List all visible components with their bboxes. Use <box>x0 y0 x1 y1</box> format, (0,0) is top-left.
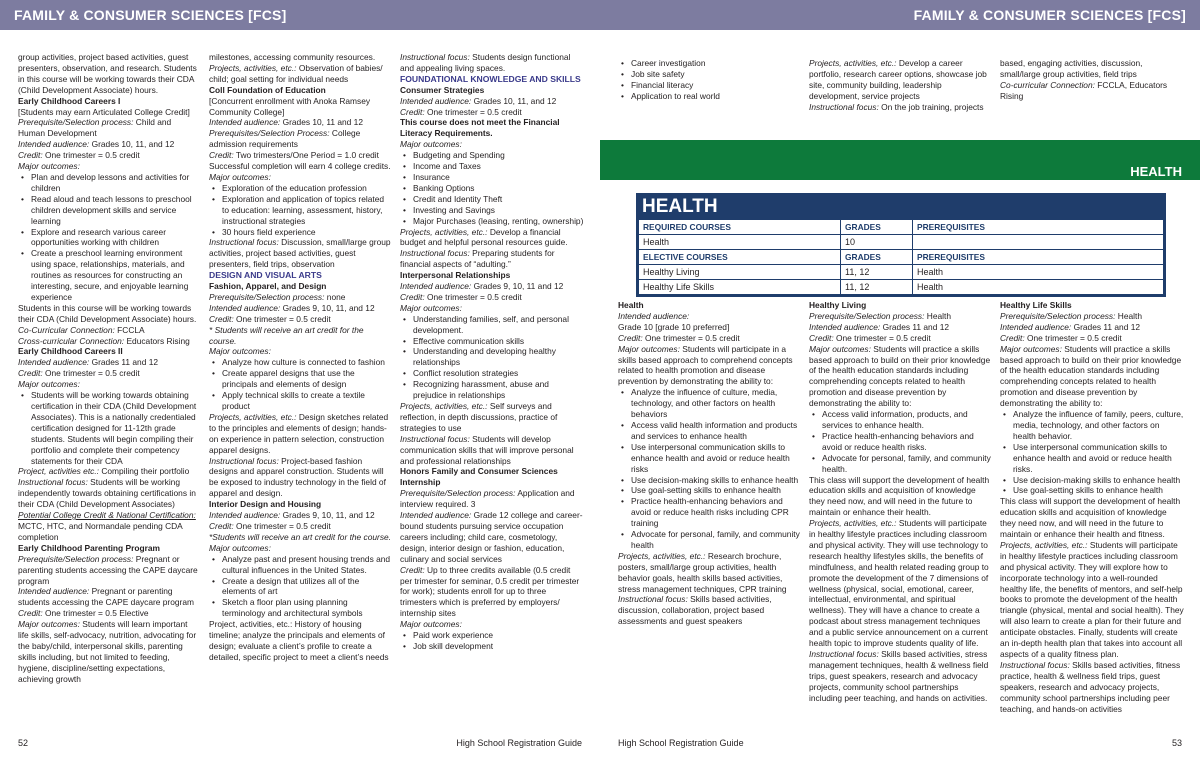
column-health <box>618 300 802 700</box>
list-item: • Use goal-setting skills to enhance health <box>618 485 802 496</box>
section-heading-foundational: FOUNDATIONAL KNOWLEDGE AND SKILLS <box>400 73 581 84</box>
idh-audience: Intended audience: Grades 9, 10, 11, and 12 <box>209 510 375 521</box>
coll-credit: Credit: Two trimesters/One Period = 1.0 credit Successful completion will earn 4 college credits. <box>209 150 391 172</box>
hl-outcomes-intro: Major outcomes: Students will practice a skills based approach to build on their prior knowledge of the health education standards including comprehending concepts related to health promotion and disease prevention by demonstrating the ability to: <box>809 343 991 409</box>
idh-note: *Students will receive an art credit for the course. <box>209 531 392 542</box>
table-cell: Health <box>913 265 1164 280</box>
list-item: • Explore and research various career opportunities working with children <box>18 227 199 249</box>
health-focus: Instructional focus: Skills based activities, discussion, collaboration, project based assessments and guest speakers <box>618 594 772 627</box>
health-projects: Projects, activities, etc.: Research brochure, posters, small/large group activities, health behavior goals, health skills based activities, stress management techniques, CPR training <box>618 550 787 594</box>
list-item: • Use decision-making skills to enhance health <box>1000 475 1184 486</box>
list-item: • Students will be working towards obtaining certification in their CDA (Child Development Associates). This is a nationally credentialed certification designed for 11-12th grade students. Students will begin compiling their portfolio and complete their competency statements for their CDA <box>18 390 199 466</box>
list-item: • Access valid health information and products and services to enhance health <box>618 420 802 442</box>
col6-continuation: based, engaging activities, discussion, small/large group activities, field trips <box>1000 58 1143 79</box>
list-item: • Effective communication skills <box>400 336 584 347</box>
hfcs-prereq: Prerequisite/Selection process: Application and interview required. 3 <box>400 488 575 510</box>
list-item: • Sketch a floor plan using planning terminology and architectural symbols <box>209 597 392 619</box>
list-item: • Analyze the influence of culture, media, technology, and other factors on health behaviors <box>618 387 802 420</box>
coll-prereq: Prerequisites/Selection Process: College admission requirements <box>209 128 361 150</box>
cs-outcomes-label: Major outcomes: <box>400 139 462 150</box>
ecc1-after: Students in this course will be working towards their CDA (Child Development Associate) hours. <box>18 302 197 324</box>
idh-outcomes-list <box>209 554 392 619</box>
fad-focus: Instructional focus: Project-based fashion designs and apparel construction. Students will be exposed to industry technology in the field of apparel and design. <box>209 455 386 499</box>
list-item: • Understanding families, self, and personal development. <box>400 314 584 336</box>
internship-focus: Instructional focus: On the job training, projects <box>809 101 984 112</box>
ecc2-focus: Instructional focus: Students will be working independently towards obtaining certifications in their CDA (Child Development Associates) <box>18 477 196 510</box>
fad-audience: Intended audience: Grades 9, 10, 11, and 12 <box>209 302 375 313</box>
list-item: • Plan and develop lessons and activities for children <box>18 172 199 194</box>
coll-outcomes-label: Major outcomes: <box>209 171 271 182</box>
hl-focus: Instructional focus: Skills based activities, stress management techniques, health & wellness field trips, guest speakers, research and advocacy projects, community school partnerships including peer teaching, and hands on activities. <box>809 649 989 703</box>
list-item: • Advocate for personal, family, and community health <box>618 529 802 551</box>
fad-projects: Projects, activities, etc.: Design sketches related to the principles and elements of design; hands-on experience in pattern selection, construction apparel designs. <box>209 411 389 455</box>
table-cell: 11, 12 <box>841 265 913 280</box>
list-item: • Analyze how culture is connected to fashion <box>209 357 392 368</box>
health-outcomes-list <box>618 387 802 551</box>
table-cell <box>913 235 1164 250</box>
ecpp-audience: Intended audience: Pregnant or parenting students accessing the CAPE daycare program <box>18 586 194 608</box>
hl-audience: Intended audience: Grades 11 and 12 <box>809 321 950 332</box>
course-title-idh: Interior Design and Housing <box>209 499 322 510</box>
list-item: • Conflict resolution strategies <box>400 368 584 379</box>
list-item: • Create a design that utilizes all of the elements of art <box>209 576 392 598</box>
list-item: • Apply technical skills to create a textile product <box>209 390 392 412</box>
list-item: • Analyze past and present housing trends and cultural influences in the United States. <box>209 554 392 576</box>
right-page <box>600 0 1200 763</box>
table-header-row <box>639 250 1164 265</box>
ir-outcomes-list <box>400 314 584 401</box>
course-title-health: Health <box>618 300 644 310</box>
left-page-number: 52 <box>18 738 29 748</box>
health-section-banner <box>600 140 1200 180</box>
course-title-ecc1: Early Childhood Careers I <box>18 95 121 106</box>
fad-note: * Students will receive an art credit for the course. <box>209 324 364 346</box>
list-item: • Paid work experience <box>400 630 584 641</box>
ecc2-audience: Intended audience: Grades 11 and 12 <box>18 357 159 368</box>
health-credit: Credit: One trimester = 0.5 credit <box>618 332 740 343</box>
course-title-cs: Consumer Strategies <box>400 84 485 95</box>
left-footer-guide: High School Registration Guide <box>456 738 582 748</box>
list-item: • Recognizing harassment, abuse and prejudice in relationships <box>400 379 584 401</box>
list-item: • Exploration and application of topics related to education: learning, assessment, history, instructional strategies <box>209 194 392 227</box>
list-item: • Use interpersonal communication skills to enhance health and avoid or reduce health risks. <box>1000 442 1184 475</box>
ecpp-outcomes: Major outcomes: Students will learn important life skills, self-advocacy, nutrition, advocating for the baby/child, interpersonal skills, parenting skills including, but not limited to feeding, hygiene, discipline/setting expectations, achieving growth <box>18 619 197 684</box>
ecc1-crosscurricular: Cross-curricular Connection: Educators Rising <box>18 335 190 346</box>
ecc2-certification: MCTC, HTC, and Normandale pending CDA completion <box>18 520 183 542</box>
fad-outcomes-list <box>209 357 392 412</box>
hl-after: This class will support the development of health education skills and acquisition of knowledge they need now, and will need in the future to maintain or enhance their health. <box>809 474 990 518</box>
list-item: • Use goal-setting skills to enhance health <box>1000 485 1184 496</box>
list-item: • Banking Options <box>400 183 584 194</box>
hfcs-audience: Intended audience: Grade 12 college and career-bound students pursuing service occupation careers including; child care, cosmetology, design, interior design or fashion, education, culinary and social services <box>400 510 583 564</box>
table-row <box>639 235 1164 250</box>
coll-audience: Intended audience: Grades 10, 11 and 12 <box>209 117 363 128</box>
table-cell: Healthy Life Skills <box>639 280 841 295</box>
hfcs-outcomes-list <box>400 630 584 652</box>
table-header-cell: REQUIRED COURSES <box>639 220 841 235</box>
col2-continuation-projects: Projects, activities, etc.: Observation of babies/ child; goal setting for individual needs <box>209 62 383 84</box>
list-item: • Career investigation <box>618 58 798 69</box>
column-2 <box>209 52 392 732</box>
list-item: • Financial literacy <box>618 80 798 91</box>
coll-note: [Concurrent enrollment with Anoka Ramsey Community College] <box>209 95 371 117</box>
hls-outcomes-intro: Major outcomes: Students will practice a skills based approach to build on their prior knowledge of the health education standards including comprehending concepts related to health promotion and disease prevention by demonstrating the ability to: <box>1000 343 1182 409</box>
cs-warning: This course does not meet the Financial Literacy Requirements. <box>400 117 560 139</box>
cs-credit: Credit: One trimester = 0.5 credit <box>400 106 522 117</box>
list-item: • Credit and Identity Theft <box>400 194 584 205</box>
hls-projects: Projects, activities, etc.: Students will participate in healthy lifestyle practices including classroom and physical activity. They will explore how to incorporate technology into a well-rounded healthy life, the benefits of mentors, and self-help books to promote the development of the health triangle (physical, mental and social health). They will also learn to create a plan for their future and anticipate obstacles. Finally, students will create an in-depth health plan that takes into account all aspects of a quality fitness plan. <box>1000 539 1184 659</box>
hl-projects: Projects, activities, etc.: Students will participate in healthy lifestyle practices including classroom and physical activity. They will use technology to research healthy lifestyles skills, the benefits of mindfulness, and health related reading group to promote the development of the 7 dimensions of wellness (physical, social, emotional, career, intellectual, environmental, and spiritual wellness). They will have a chance to create a podcast about stress management techniques and a public service announcement on a current health topic to improve students quality of life. <box>809 518 989 649</box>
course-title-ecpp: Early Childhood Parenting Program <box>18 542 160 553</box>
course-title-healthy-life-skills: Healthy Life Skills <box>1000 300 1072 310</box>
health-audience: Grade 10 [grade 10 preferred] <box>618 321 730 332</box>
hfcs-outcomes-label: Major outcomes: <box>400 619 462 630</box>
health-table-title: HEALTH <box>638 195 1164 219</box>
list-item: • Use interpersonal communication skills to enhance health and avoid or reduce health risks <box>618 442 802 475</box>
ecc2-project: Project, activities etc.: Compiling their portfolio <box>18 466 190 477</box>
list-item: • Major Purchases (leasing, renting, ownership) <box>400 216 584 227</box>
cs-projects: Projects, activities, etc.: Develop a financial budget and helpful personal resources guide. <box>400 226 568 248</box>
column-healthy-life-skills <box>1000 300 1184 732</box>
hls-audience: Intended audience: Grades 11 and 12 <box>1000 321 1141 332</box>
cs-focus: Instructional focus: Preparing students for financial aspects of “adulting.” <box>400 248 555 270</box>
coll-focus: Instructional focus: Discussion, small/large group activities, project based activities, guest presenters, field trips, observation <box>209 237 391 270</box>
table-header-cell: PREREQUISITES <box>913 220 1164 235</box>
list-item: • Insurance <box>400 172 584 183</box>
course-title-ir: Interpersonal Relationships <box>400 270 511 281</box>
table-cell: Healthy Living <box>639 265 841 280</box>
ecc1-outcomes-label: Major outcomes: <box>18 161 80 172</box>
table-cell: 10 <box>841 235 913 250</box>
course-title-ecc2: Early Childhood Careers II <box>18 346 123 357</box>
hls-focus: Instructional focus: Skills based activities, fitness practice, health & wellness field trips, guest speakers, research and advocacy projects, community school partnerships including peer teaching, and hands-on activities <box>1000 659 1181 714</box>
fad-prereq: Prerequisite/Selection process: none <box>209 291 346 302</box>
column-healthy-living <box>809 300 993 720</box>
table-header-cell: GRADES <box>841 220 913 235</box>
internship-outcomes-continued <box>618 58 798 102</box>
list-item: • 30 hours field experience <box>209 227 392 238</box>
column-1 <box>18 52 199 732</box>
right-footer-guide: High School Registration Guide <box>618 738 744 748</box>
health-audience-label: Intended audience: <box>618 310 690 321</box>
list-item: • Budgeting and Spending <box>400 150 584 161</box>
list-item: • Use decision-making skills to enhance health <box>618 475 802 486</box>
ir-projects: Projects, activities, etc.: Self surveys and reflection, in depth discussions, practice of strategies to use <box>400 401 558 433</box>
list-item: • Practice health-enhancing behaviors and avoid or reduce health risks including CPR training <box>618 496 802 529</box>
table-cell: Health <box>913 280 1164 295</box>
list-item: • Application to real world <box>618 91 798 102</box>
idh-outcomes-label: Major outcomes: <box>209 542 271 553</box>
ecc1-cocurricular: Co-Curricular Connection: FCCLA <box>18 324 145 335</box>
course-title-healthy-living: Healthy Living <box>809 300 867 310</box>
column-4 <box>618 58 798 128</box>
list-item: • Access valid information, products, and services to enhance health. <box>809 409 993 431</box>
table-row <box>639 265 1164 280</box>
column-3 <box>400 52 584 732</box>
table-header-cell: GRADES <box>841 250 913 265</box>
list-item: • Exploration of the education profession <box>209 183 392 194</box>
fad-outcomes-label: Major outcomes: <box>209 346 271 357</box>
col3-continuation: Instructional focus: Students design functional and appealing living spaces. <box>400 52 571 73</box>
idh-credit: Credit: One trimester = 0.5 credit <box>209 520 331 531</box>
list-item: • Job skill development <box>400 641 584 652</box>
ecc1-note: [Students may earn Articulated College Credit] <box>18 106 190 117</box>
hls-prereq: Prerequisite/Selection process: Health <box>1000 310 1142 321</box>
health-table-grid <box>638 219 1164 295</box>
list-item: • Practice health-enhancing behaviors and avoid or reduce health risks. <box>809 431 993 453</box>
coll-outcomes-list <box>209 183 392 238</box>
idh-projects: Project, activities, etc.: History of housing timeline; analyze the principals and elements of design; evaluate a client’s profile to create a detailed, specific project to meet a client’s needs <box>209 619 389 662</box>
health-banner-label: HEALTH <box>1130 164 1182 180</box>
list-item: • Income and Taxes <box>400 161 584 172</box>
list-item: • Job site safety <box>618 69 798 80</box>
ecc2-outcomes-label: Major outcomes: <box>18 379 80 390</box>
ecpp-credit: Credit: One trimester = 0.5 Elective <box>18 608 149 619</box>
list-item: • Analyze the influence of family, peers, culture, media, technology, and other factors on health behavior. <box>1000 409 1184 442</box>
ecc1-credit: Credit: One trimester = 0.5 credit <box>18 150 140 161</box>
list-item: • Create a preschool learning environment using space, relationships, materials, and routines as resources for constructing an interesting, secure, and enjoyable learning experience <box>18 248 199 303</box>
table-row <box>639 280 1164 295</box>
list-item: • Read aloud and teach lessons to preschool children development skills and service learning <box>18 194 199 227</box>
hls-after: This class will support the development of health education skills and acquisition of knowledge they need now, and will need in the future to maintain or enhance their health and fitness. <box>1000 496 1181 540</box>
col2-continuation: milestones, accessing community resources. <box>209 52 376 62</box>
ecc1-prereq: Prerequisite/Selection process: Child and Human Development <box>18 117 172 139</box>
list-item: • Investing and Savings <box>400 205 584 216</box>
intro-continuation: group activities, project based activities, guest presenters, observation, and research. Students in this course will be working towards their CDA (Child Development Associate) hours. <box>18 52 197 95</box>
ir-audience: Intended audience: Grades 9, 10, 11 and 12 <box>400 281 564 292</box>
course-title-coll: Coll Foundation of Education <box>209 84 326 95</box>
column-5 <box>809 58 991 128</box>
ecc2-outcomes-list <box>18 390 199 466</box>
hl-outcomes-list <box>809 409 993 474</box>
cs-outcomes-list <box>400 150 584 226</box>
list-item: • Advocate for personal, family, and community health. <box>809 453 993 475</box>
ecc1-outcomes-list <box>18 172 199 303</box>
table-header-cell: ELECTIVE COURSES <box>639 250 841 265</box>
right-page-header: FAMILY & CONSUMER SCIENCES [FCS] <box>600 0 1200 30</box>
hl-credit: Credit: One trimester = 0.5 credit <box>809 332 931 343</box>
left-page-header: FAMILY & CONSUMER SCIENCES [FCS] <box>0 0 600 30</box>
table-header-row <box>639 220 1164 235</box>
list-item: • Create apparel designs that use the principals and elements of design <box>209 368 392 390</box>
course-title-fad: Fashion, Apparel, and Design <box>209 281 327 292</box>
health-outcomes-intro: Major outcomes: Students will participate in a skills based approach to comprehend concepts related to health promotion and disease prevention by demonstrating the ability to: <box>618 343 793 387</box>
internship-projects: Projects, activities, etc.: Develop a career portfolio, research career options, showcase job site, community building, leadership development, service projects <box>809 58 987 101</box>
hls-credit: Credit: One trimester = 0.5 credit <box>1000 332 1122 343</box>
ecc2-certification-label: Potential College Credit & National Certification: <box>18 510 196 521</box>
ir-credit: Credit: One trimester = 0.5 credit <box>400 291 522 302</box>
ecc2-credit: Credit: One trimester = 0.5 credit <box>18 368 140 379</box>
ir-focus: Instructional focus: Students will develop communication skills that will improve personal and professional relationships <box>400 433 574 466</box>
course-title-hfcs: Honors Family and Consumer Sciences Internship <box>400 466 558 488</box>
table-cell: Health <box>639 235 841 250</box>
col6-cocurricular: Co-curricular Connection: FCCLA, Educators Rising <box>1000 79 1168 101</box>
ecc1-audience: Intended audience: Grades 10, 11, and 12 <box>18 139 175 150</box>
cs-audience: Intended audience: Grades 10, 11, and 12 <box>400 95 557 106</box>
section-heading-design: DESIGN AND VISUAL ARTS <box>209 270 322 281</box>
hls-outcomes-list <box>1000 409 1184 496</box>
fad-credit: Credit: One trimester = 0.5 credit <box>209 313 331 324</box>
ir-outcomes-label: Major outcomes: <box>400 302 462 313</box>
health-course-table <box>636 193 1166 297</box>
right-page-number: 53 <box>1171 738 1182 748</box>
column-6 <box>1000 58 1184 128</box>
table-header-cell: PREREQUISITES <box>913 250 1164 265</box>
table-cell: 11, 12 <box>841 280 913 295</box>
list-item: • Understanding and developing healthy relationships <box>400 346 584 368</box>
ecpp-prereq: Prerequisite/Selection process: Pregnant or parenting students accessing the CAPE daycare program <box>18 553 198 586</box>
hl-prereq: Prerequisite/Selection process: Health <box>809 310 951 321</box>
hfcs-credit: Credit: Up to three credits available (0.5 credit per trimester for seminar, 0.5 credit per trimester for work); students enroll for up to three trimesters which is preferred by employers/ internship sites <box>400 564 580 619</box>
